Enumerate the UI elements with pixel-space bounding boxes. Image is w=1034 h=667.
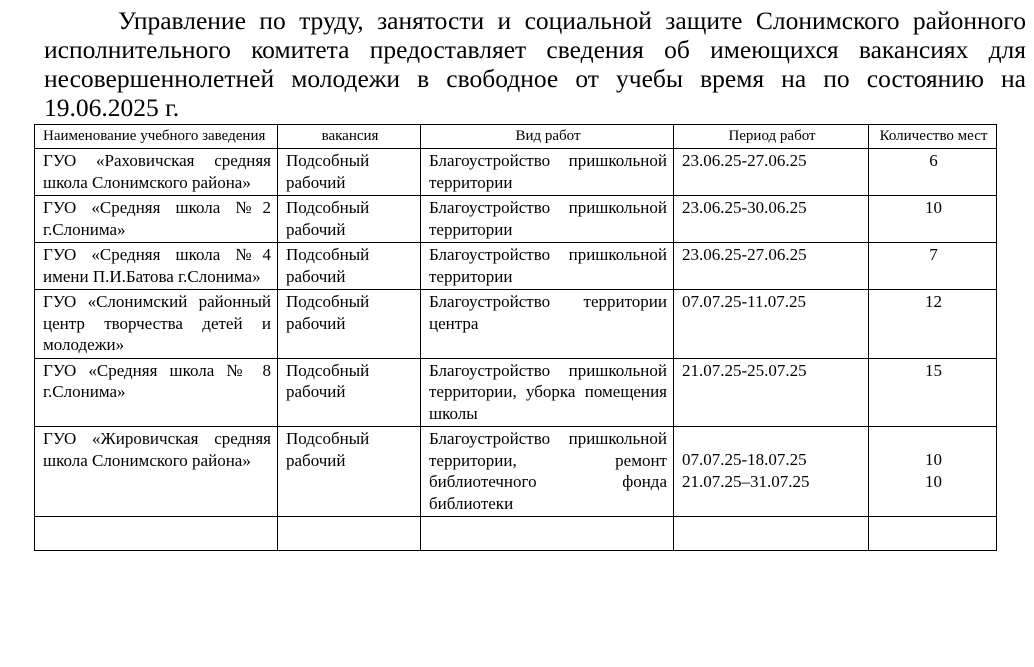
- table-row: [35, 196, 997, 243]
- cell-count: 12: [869, 290, 997, 359]
- cell-empty: [421, 517, 674, 551]
- header-period: Период работ: [674, 125, 869, 149]
- spacer: [877, 428, 990, 449]
- cell-period: 07.07.25-11.07.25: [674, 290, 869, 359]
- cell-count: 7: [869, 243, 997, 290]
- cell-institution: ГУО «Жировичская средняя школа Слонимского района»: [35, 427, 278, 517]
- vacancy-table: [34, 124, 997, 551]
- cell-work-type: Благоустройство пришкольной территории, уборка помещения школы: [421, 358, 674, 427]
- header-work-type: Вид работ: [421, 125, 674, 149]
- table-row: [35, 358, 997, 427]
- cell-period: 23.06.25-30.06.25: [674, 196, 869, 243]
- cell-vacancy: Подсобный рабочий: [278, 196, 421, 243]
- cell-empty: [674, 517, 869, 551]
- cell-vacancy: Подсобный рабочий: [278, 358, 421, 427]
- cell-vacancy: Подсобный рабочий: [278, 290, 421, 359]
- cell-institution: ГУО «Средняя школа № 8 г.Слонима»: [35, 358, 278, 427]
- cell-count: [869, 427, 997, 517]
- cell-count: 6: [869, 149, 997, 196]
- table-header-row: [35, 125, 997, 149]
- page-heading: [44, 6, 1026, 122]
- header-vacancy: вакансия: [278, 125, 421, 149]
- cell-work-type: Благоустройство пришкольной территории: [421, 149, 674, 196]
- cell-institution: ГУО «Раховичская средняя школа Слонимского района»: [35, 149, 278, 196]
- period-line-2: 21.07.25–31.07.25: [682, 471, 810, 491]
- cell-institution: ГУО «Слонимский районный центр творчества детей и молодежи»: [35, 290, 278, 359]
- cell-vacancy: Подсобный рабочий: [278, 243, 421, 290]
- count-line-2: 10: [925, 471, 942, 491]
- cell-empty: [278, 517, 421, 551]
- cell-institution: ГУО «Средняя школа №2 г.Слонима»: [35, 196, 278, 243]
- cell-period: [674, 427, 869, 517]
- cell-work-type: Благоустройство пришкольной территории, ремонт библиотечного фонда библиотеки: [421, 427, 674, 517]
- table-row-partial: [35, 517, 997, 551]
- cell-empty: [35, 517, 278, 551]
- cell-empty: [869, 517, 997, 551]
- cell-vacancy: Подсобный рабочий: [278, 427, 421, 517]
- count-line-1: 10: [925, 450, 942, 469]
- cell-work-type: Благоустройство пришкольной территории: [421, 196, 674, 243]
- table-row: [35, 149, 997, 196]
- period-line-1: 07.07.25-18.07.25: [682, 450, 807, 469]
- cell-institution: ГУО «Средняя школа №4 имени П.И.Батова г.Слонима»: [35, 243, 278, 290]
- cell-work-type: Благоустройство пришкольной территории: [421, 243, 674, 290]
- table-row: [35, 427, 997, 517]
- heading-text: Управление по труду, занятости и социальной защите Слонимского районного исполнительного комитета предоставляет сведения об имеющихся вакансиях для несовершеннолетней молодежи в свободное от учебы время на по состоянию на 19.06.2025 г.: [44, 6, 1026, 122]
- header-count: Количество мест: [869, 125, 997, 149]
- table-row: [35, 290, 997, 359]
- cell-count: 10: [869, 196, 997, 243]
- cell-period: 21.07.25-25.07.25: [674, 358, 869, 427]
- cell-period: 23.06.25-27.06.25: [674, 243, 869, 290]
- header-institution: Наименование учебного заведения: [35, 125, 278, 149]
- cell-count: 15: [869, 358, 997, 427]
- cell-vacancy: Подсобный рабочий: [278, 149, 421, 196]
- cell-work-type: Благоустройство территории центра: [421, 290, 674, 359]
- cell-period: 23.06.25-27.06.25: [674, 149, 869, 196]
- spacer: [682, 428, 862, 449]
- table-row: [35, 243, 997, 290]
